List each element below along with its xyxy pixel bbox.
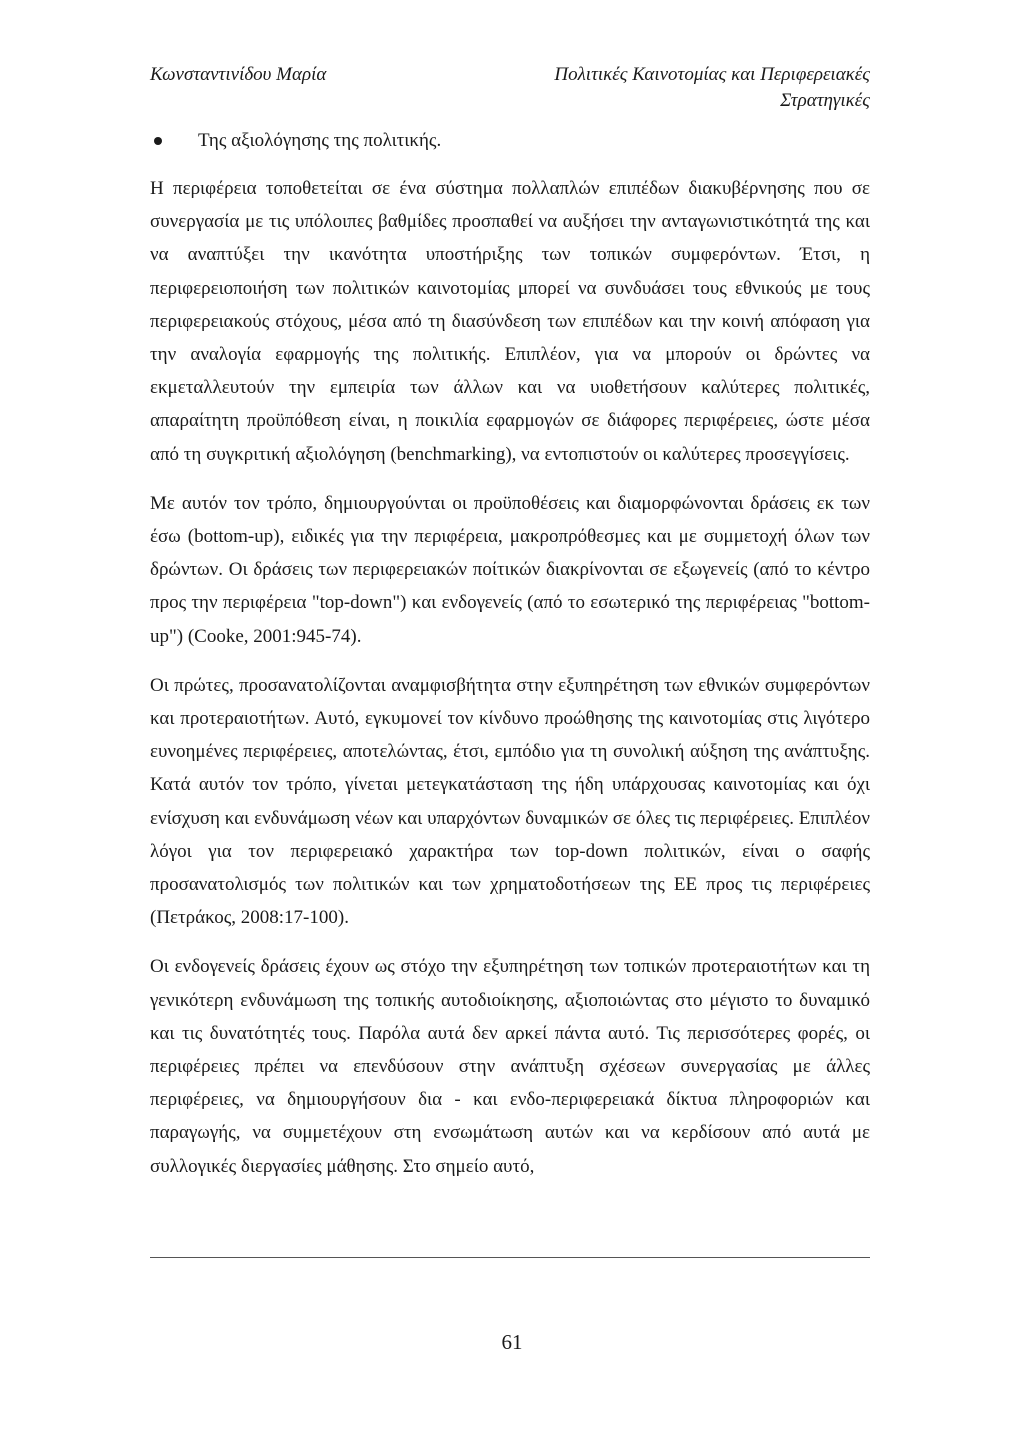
paragraph-4: Οι ενδογενείς δράσεις έχουν ως στόχο την εξυπηρέτηση των τοπικών προτεραιοτήτων και τη γενικότερη ενδυνάμωση της τοπικής αυτοδιοίκησης, αξιοποιώντας στο μέγιστο το δυναμικό και τις δυνατότητές τους. Παρόλα αυτά δεν αρκεί πάντα αυτό. Τις περισσότερες φορές, οι περιφέρειες πρέπει να επενδύσουν στην ανάπτυξη σχέσεων συνεργασίας με άλλες περιφέρειες, να δημιουργήσουν δια - και ενδο-περιφερειακά δίκτυα πληροφοριών και παραγωγής, να συμμετέχουν στη ενσωμάτωση αυτών και να κερδίσουν από αυτά με συλλογικές διεργασίες μάθησης. Στο σημείο αυτό, [150,956,870,1177]
header-title-line-2: Στρατηγικές [780,90,870,111]
bullet-text: Της αξιολόγησης της πολιτικής. [198,130,442,151]
paragraph-2: Με αυτόν τον τρόπο, δημιουργούνται οι προϋποθέσεις και διαμορφώνονται δράσεις εκ των έσω (bottom-up), ειδικές για την περιφέρεια, μακροπρόθεσμες και με συμμετοχή όλων των δρώντων. Οι δράσεις των περιφερειακών ποίτικών διακρίνονται σε εξωγενείς (από το κέντρο προς την περιφέρεια "top-down") και ενδογενείς (από το εσωτερικό της περιφέρειας "bottom-up") (Cooke, 2001:945-74). [150,492,870,647]
footer-divider [150,1257,870,1258]
bullet-item [150,128,441,154]
paragraph-3: Οι πρώτες, προσανατολίζονται αναμφισβήτητα στην εξυπηρέτηση των εθνικών συμφερόντων και προτεραιοτήτων. Αυτό, εγκυμονεί τον κίνδυνο προώθησης της καινοτομίας στις λιγότερο ευνοημένες περιφέρειες, αποτελώντας, έτσι, εμπόδιο για τη συνολική αύξηση της ανάπτυξης. Κατά αυτόν τον τρόπο, γίνεται μετεγκατάσταση της ήδη υπάρχουσας καινοτομίας και όχι ενίσχυση και ενδυνάμωση νέων και υπαρχόντων δυναμικών σε όλες τις περιφέρειες. Επιπλέον λόγοι για τον περιφερειακό χαρακτήρα των top-down πολιτικών, είναι ο σαφής προσανατολισμός των πολιτικών και των χρηματοδοτήσεων της ΕΕ προς τις περιφέρειες (Πετράκος, 2008:17-100). [150,674,870,929]
page-number: 61 [501,1330,523,1354]
body-text [150,172,870,1199]
header-title-line-1: Πολιτικές Καινοτομίας και Περιφερειακές [554,64,870,85]
header-title [510,62,870,114]
header-author: Κωνσταντινίδου Μαρία [150,64,327,85]
bullet-icon [154,137,162,145]
paragraph-1: Η περιφέρεια τοποθετείται σε ένα σύστημα πολλαπλών επιπέδων διακυβέρνησης που σε συνεργασία με τις υπόλοιπες βαθμίδες προσπαθεί να αυξήσει την ανταγωνιστικότητά της και να αναπτύξει την ικανότητα υποστήριξης των τοπικών συμφερόντων. Έτσι, η περιφερειοποιήση των πολιτικών καινοτομίας μπορεί να συνδυάσει τους εθνικούς με τους περιφερειακούς στόχους, μέσα από τη διασύνδεση των επιπέδων και την κοινή απόφαση για την αναλογία εφαρμογής της πολιτικής. Επιπλέον, για να μπορούν οι δρώντες να εκμεταλλευτούν την εμπειρία των άλλων και να υιοθετήσουν καλύτερες πολιτικές, απαραίτητη προϋπόθεση είναι, η ποικιλία εφαρμογών σε διάφορες περιφέρειες, ώστε μέσα από τη συγκριτική αξιολόγηση (benchmarking), να εντοπιστούν οι καλύτερες προσεγγίσεις. [150,178,870,465]
